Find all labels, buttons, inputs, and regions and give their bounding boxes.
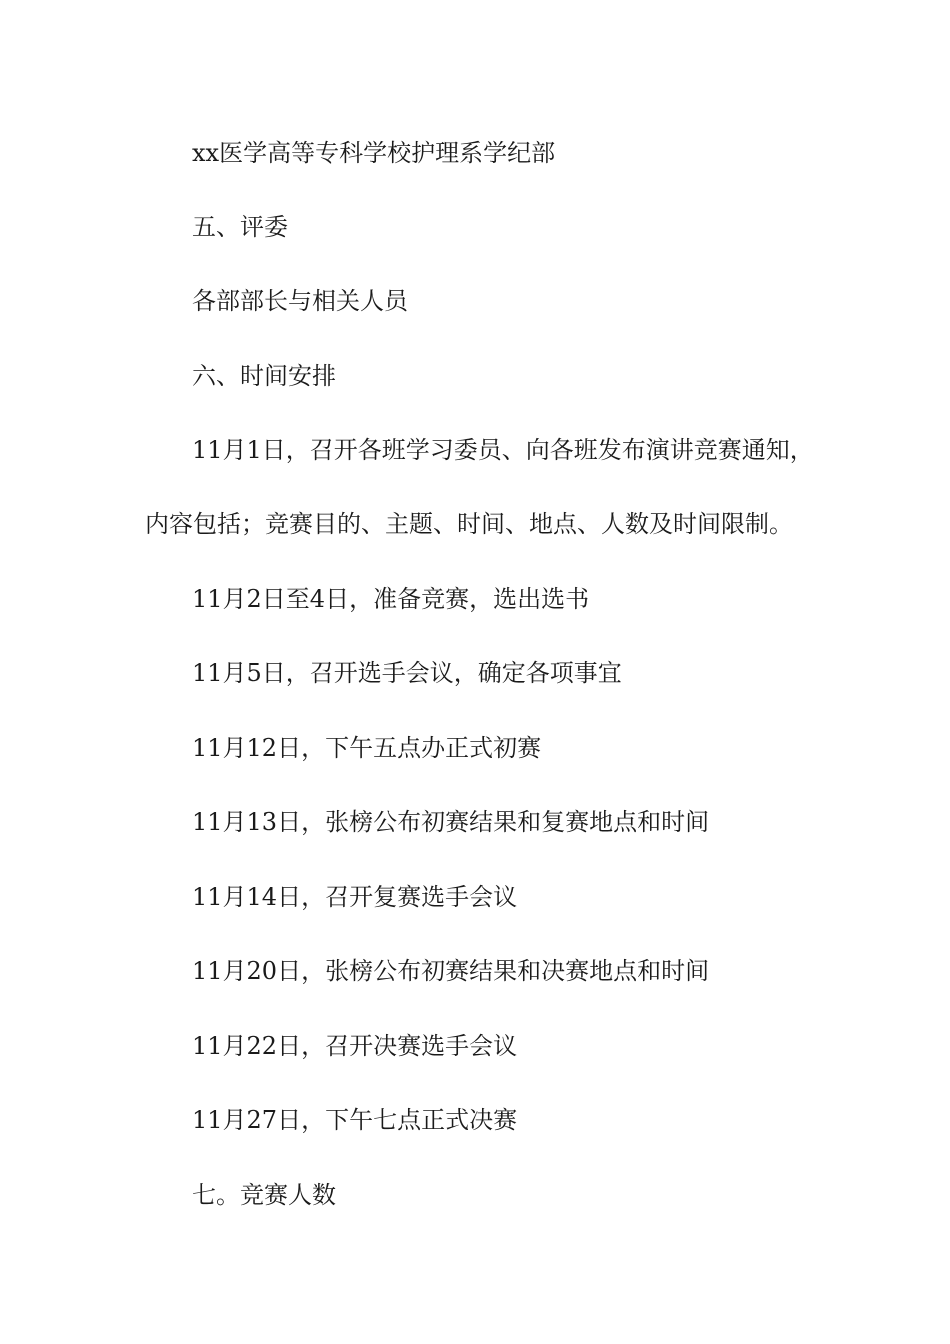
section-heading-judges: 五、评委 (192, 213, 288, 241)
schedule-item-nov2-4: 11月2日至4日，准备竞赛，选出选书 (192, 585, 590, 613)
schedule-item-nov13: 11月13日，张榜公布初赛结果和复赛地点和时间 (192, 808, 710, 836)
section-heading-schedule: 六、时间安排 (192, 362, 336, 390)
schedule-item-nov27: 11月27日，下午七点正式决赛 (192, 1106, 518, 1134)
schedule-item-nov5: 11月5日，召开选手会议，确定各项事宜 (192, 659, 622, 687)
judges-text: 各部部长与相关人员 (192, 287, 408, 315)
schedule-item-nov1-line1: 11月1日，召开各班学习委员、向各班发布演讲竞赛通知， (192, 436, 814, 464)
schedule-item-nov14: 11月14日，召开复赛选手会议 (192, 883, 518, 911)
schedule-item-nov22: 11月22日，召开决赛选手会议 (192, 1032, 518, 1060)
organizer-name: xx医学高等专科学校护理系学纪部 (192, 139, 556, 167)
schedule-item-nov20: 11月20日，张榜公布初赛结果和决赛地点和时间 (192, 957, 710, 985)
schedule-item-nov12: 11月12日，下午五点办正式初赛 (192, 734, 542, 762)
schedule-item-nov1-line2: 内容包括；竞赛目的、主题、时间、地点、人数及时间限制。 (145, 510, 793, 538)
section-heading-participants: 七。竞赛人数 (192, 1181, 336, 1209)
